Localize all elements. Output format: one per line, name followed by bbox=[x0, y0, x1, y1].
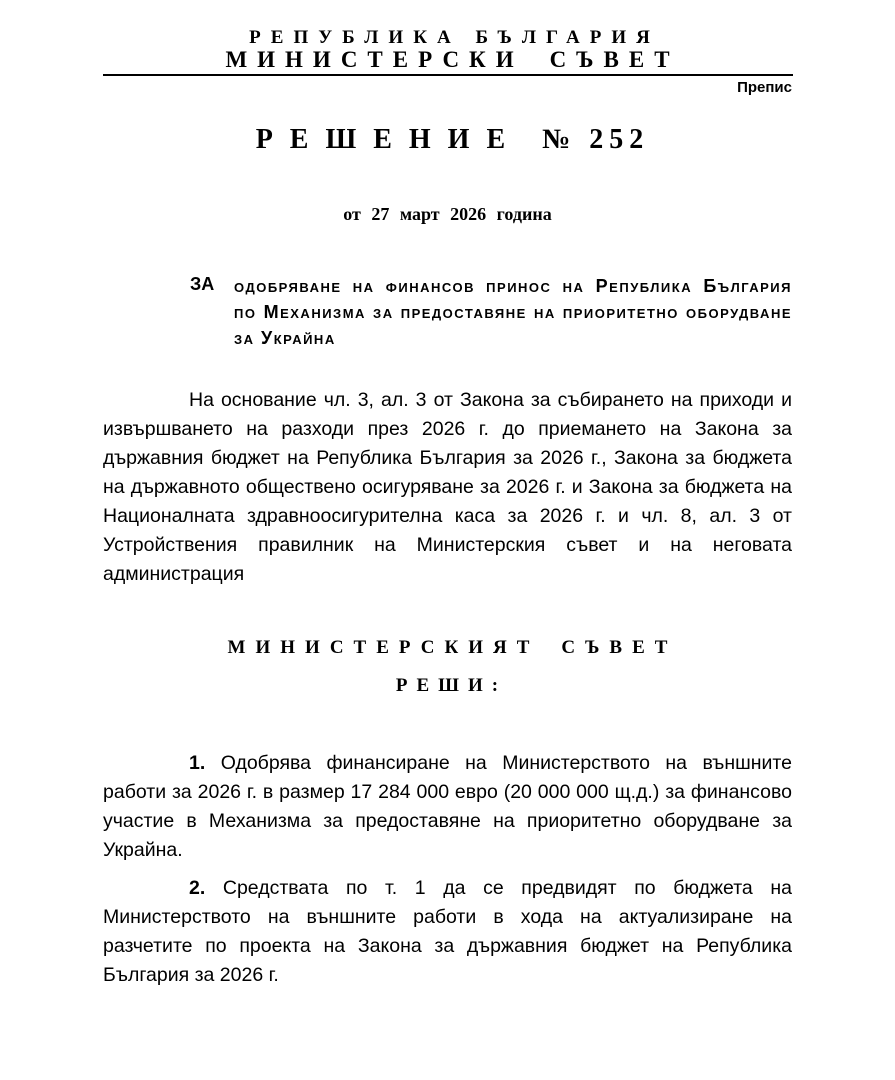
item-text: Одобрява финансиране на Министерството на външните работи за 2026 г. в размер 17 284 000 евро (20 000 000 щ.д.) за финансово участие в Механизма за предоставяне на приоритетно оборудване за Украйна. bbox=[103, 752, 792, 861]
council-header bbox=[0, 48, 895, 72]
council-name-word-2: СЪВЕТ bbox=[561, 637, 678, 658]
copy-mark: Препис bbox=[737, 79, 792, 96]
decision-number: № 252 bbox=[542, 124, 650, 155]
decision-date: от 27 март 2026 година bbox=[343, 204, 552, 224]
item-number: 1. bbox=[189, 752, 206, 774]
decision-item bbox=[103, 874, 792, 990]
decision-item bbox=[103, 749, 792, 865]
council-name-heading bbox=[0, 636, 895, 660]
subject-text: одобряване на финансов принос на Република България по Механизма за предоставяне на приоритетно оборудване за Украйна bbox=[234, 276, 792, 348]
council-header-word-2: СЪВЕТ bbox=[549, 47, 680, 72]
item-number: 2. bbox=[189, 877, 206, 899]
country-header: РЕПУБЛИКА БЪЛГАРИЯ bbox=[249, 27, 660, 48]
council-name-word-1: МИНИСТЕРСКИЯТ bbox=[227, 637, 540, 658]
legal-basis-paragraph: На основание чл. 3, ал. 3 от Закона за събирането на приходи и извършването на разходи през 2026 г. до приемането на Закона за държавния бюджет на Република България за 2026 г., Закона за бюджета на държавното обществено осигуряване за 2026 г. и Закона за бюджета на Националната здравноосигурителна каса за 2026 г. и чл. 8, ал. 3 от Устройствения правилник на Министерския съвет и на неговата администрация bbox=[103, 389, 792, 585]
council-header-word-1: МИНИСТЕРСКИ bbox=[225, 47, 524, 72]
subject-prefix: ЗА bbox=[190, 274, 215, 294]
decides-heading: РЕШИ: bbox=[395, 675, 508, 696]
item-text: Средствата по т. 1 да се предвидят по бюджета на Министерството на външните работи в хода на актуализиране на разчетите по проекта на Закона за държавния бюджет на Република България за 2026 г. bbox=[103, 877, 792, 986]
decision-title-word: РЕШЕНИЕ bbox=[255, 124, 523, 155]
decision-title bbox=[0, 124, 895, 156]
header-divider bbox=[103, 74, 793, 76]
